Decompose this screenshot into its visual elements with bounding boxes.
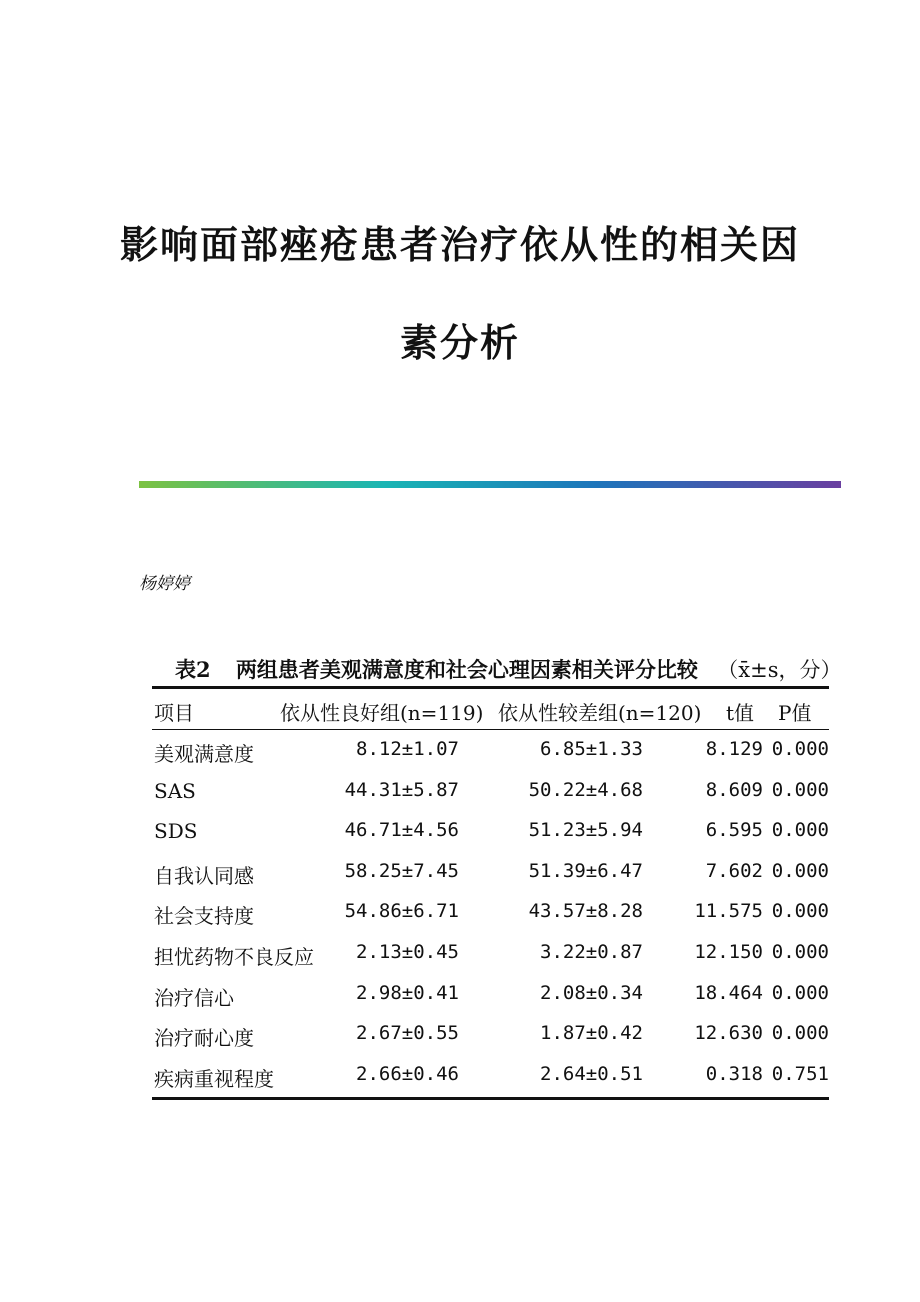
header-item: 项目 — [154, 701, 194, 725]
row-p-value: 0.000 — [771, 819, 829, 842]
row-good-value: 46.71±4.56 — [344, 819, 459, 842]
row-p-value: 0.000 — [771, 941, 829, 963]
row-t-value: 12.150 — [694, 941, 763, 963]
table-unit: （x̄±s，分） — [717, 658, 842, 682]
row-t-value: 8.129 — [705, 738, 763, 760]
row-poor-value: 1.87±0.42 — [540, 1022, 643, 1045]
header-p-value: P值 — [778, 701, 812, 725]
row-poor-value: 43.57±8.28 — [528, 900, 643, 923]
row-t-value: 11.575 — [694, 900, 763, 923]
row-poor-value: 3.22±0.87 — [540, 941, 643, 963]
row-good-value: 8.12±1.07 — [356, 738, 459, 760]
title-divider-gradient — [139, 481, 841, 488]
table-row — [152, 982, 829, 1022]
row-good-value: 2.66±0.46 — [356, 1062, 459, 1085]
row-poor-value: 2.08±0.34 — [540, 981, 643, 1004]
table-row — [152, 779, 829, 819]
row-poor-value: 6.85±1.33 — [540, 738, 643, 760]
row-item: 自我认同感 — [154, 863, 254, 888]
row-p-value: 0.000 — [771, 1022, 829, 1045]
table-row — [152, 1022, 829, 1062]
table-label: 表2 — [175, 657, 211, 682]
table-caption-text: 两组患者美观满意度和社会心理因素相关评分比较 — [235, 657, 698, 682]
row-item: 治疗信心 — [154, 985, 234, 1010]
table-header-rule — [152, 729, 829, 730]
row-item: SDS — [154, 819, 198, 844]
table-row — [152, 738, 829, 778]
table-row — [152, 900, 829, 940]
row-item: 美观满意度 — [154, 742, 254, 766]
row-poor-value: 2.64±0.51 — [540, 1062, 643, 1085]
row-item: 社会支持度 — [154, 904, 254, 929]
row-p-value: 0.751 — [771, 1062, 829, 1085]
header-t-value: t值 — [726, 701, 755, 725]
row-item: 担忧药物不良反应 — [154, 945, 314, 969]
author-name: 杨婷婷 — [139, 574, 190, 594]
row-good-value: 58.25±7.45 — [344, 859, 459, 882]
row-item: 疾病重视程度 — [154, 1066, 274, 1091]
row-good-value: 2.98±0.41 — [356, 981, 459, 1004]
table-row — [152, 819, 829, 859]
row-p-value: 0.000 — [771, 778, 829, 801]
row-t-value: 0.318 — [705, 1062, 763, 1085]
row-t-value: 8.609 — [705, 778, 763, 801]
row-item: SAS — [154, 778, 196, 803]
row-good-value: 44.31±5.87 — [344, 778, 459, 801]
table-bottom-rule — [152, 1097, 829, 1100]
row-poor-value: 51.39±6.47 — [528, 859, 643, 882]
row-item: 治疗耐心度 — [154, 1026, 254, 1051]
row-poor-value: 50.22±4.68 — [528, 778, 643, 801]
row-good-value: 2.13±0.45 — [356, 941, 459, 963]
document-title-line-1: 影响面部痤疮患者治疗依从性的相关因 — [119, 222, 800, 267]
table-top-rule — [152, 686, 829, 689]
table-row — [152, 941, 829, 981]
row-p-value: 0.000 — [771, 981, 829, 1004]
document-title-line-2: 素分析 — [399, 320, 520, 365]
table-row — [152, 860, 829, 900]
row-t-value: 7.602 — [705, 859, 763, 882]
row-p-value: 0.000 — [771, 900, 829, 923]
row-p-value: 0.000 — [771, 738, 829, 760]
table-caption — [175, 654, 841, 684]
header-good-group: 依从性良好组(n=119) — [280, 701, 484, 725]
row-t-value: 6.595 — [705, 819, 763, 842]
row-good-value: 54.86±6.71 — [344, 900, 459, 923]
header-poor-group: 依从性较差组(n=120) — [498, 701, 702, 725]
row-good-value: 2.67±0.55 — [356, 1022, 459, 1045]
row-p-value: 0.000 — [771, 859, 829, 882]
row-t-value: 18.464 — [694, 981, 763, 1004]
row-poor-value: 51.23±5.94 — [528, 819, 643, 842]
table-header-row — [152, 697, 829, 737]
row-t-value: 12.630 — [694, 1022, 763, 1045]
